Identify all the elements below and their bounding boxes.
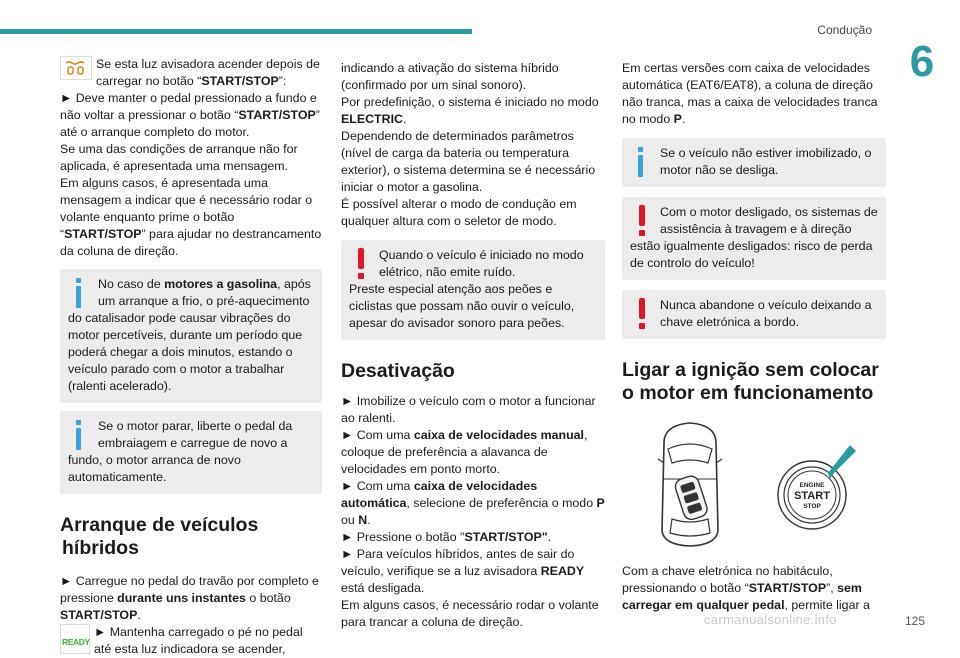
text: No caso de [98,277,165,291]
paragraph: indicando a ativação do sistema híbrido (confirmado por um sinal sonoro). [341,61,559,92]
text: Por predefinição, o sistema é iniciado no modo [341,95,599,109]
info-icon [68,276,94,310]
section-heading-deactivation: Desativação [341,360,455,382]
text: . [367,513,371,527]
bold-text: START/STOP [238,108,316,122]
text: ou [341,513,359,527]
bold-text: START/STOP" [464,530,548,544]
warning-icon [630,204,656,238]
bold-text: caixa de velocidades manual [413,428,584,442]
paragraph [622,563,886,614]
text: Se o motor parar, liberte o pedal da embraiagem e carregue de novo a fundo, o motor arranca de novo automaticamente. [68,419,293,484]
button-text-stop: STOP [803,503,821,510]
text: ► Carregue no pedal do travão por completo e pressione [60,574,319,605]
warning-box-assist [622,197,886,280]
paragraph [60,90,322,141]
text: . [402,112,407,126]
text: Em alguns casos, é apresentada uma mensagem a indicar que é necessário rodar o volante enquanto prime o botão “ [60,176,313,241]
car-key-illustration [650,419,730,549]
text: ” para ajudar no destrancamento da coluna de direção. [60,227,322,258]
text: , após um arranque a frio, o pré-aquecimento do catalisador pode causar vibrações do motor percetíveis, durante um período que poderá chegar a dois minutos, estando o veículo parado com o motor a trabalhar (ralenti acelerado). [68,277,311,393]
warning-icon [630,297,656,331]
section-heading-ignition: Ligar a ignição sem colocar o motor em funcionamento [622,359,879,404]
warning-box-electric [341,240,605,340]
text: ”, [826,581,838,595]
text: , selecione de preferência o modo [406,496,597,510]
text: Em certas versões com caixa de velocidades automática (EAT6/EAT8), a coluna de direção não tranca, mas a caixa de velocidades tranca no modo [622,61,878,126]
text: Se o veículo não estiver imobilizado, o motor não se desliga. [660,146,872,177]
text: Nunca abandone o veículo deixando a chave eletrónica a bordo. [660,298,872,329]
bold-text: ELECTRIC [341,112,403,126]
section-heading-hybrid [60,514,322,560]
info-icon [68,418,94,452]
bold-text: READY [540,564,585,578]
paragraph [341,546,605,597]
column-1 [60,56,322,658]
paragraph [60,573,322,624]
column-3 [622,60,886,614]
text: ► Deve manter o pedal pressionado a fundo e não voltar a pressionar o botão “ [60,91,317,122]
text: Com a chave eletrónica no habitáculo, pressionando o botão “ [622,564,833,595]
preheat-paragraph [60,56,322,90]
text: , permite ligar a [784,598,870,612]
button-text-start: START [794,490,830,502]
chapter-number: 6 [909,37,935,86]
watermark: carmanualsonline.info [704,612,837,627]
warning-icon [349,247,375,281]
bold-text: durante uns instantes [117,591,246,605]
bold-text: START/STOP [201,74,279,88]
bold-text: START/STOP [60,608,138,622]
text: ► Mantenha carregado o pé no pedal até esta luz indicadora se acender, [94,625,303,656]
info-box-immobilized [622,138,886,187]
text: Quando o veículo é iniciado no modo elétrico, não emite ruído. [379,248,584,279]
text: ” até o arranque completo do motor. [60,108,320,139]
info-box-gasoline [60,269,322,403]
bold-text: N [358,513,368,527]
header-accent-bar [0,29,472,34]
text: o botão [245,591,291,605]
bold-text: P [673,112,682,126]
chapter-title: Condução [817,23,872,37]
button-text-engine: ENGINE [799,482,825,489]
bold-text: caixa de velocidades automática [341,479,538,510]
paragraph: Dependendo de determinados parâmetros (nível de carga da bateria ou temperatura exterior), o sistema determina se é necessário iniciar o motor a gasolina. [341,129,596,194]
paragraph: Em alguns casos, é necessário rodar o volante para trancar a coluna de direção. [341,598,599,629]
text: . [137,608,141,622]
preheat-warning-icon [60,56,92,80]
warning-box-key [622,290,886,339]
start-stop-button-illustration [772,437,872,537]
text: Com o motor desligado, os sistemas de assistência à travagem e à direção estão igualmente desligados: risco de perda de controlo do veículo! [630,205,878,270]
text: ► Com uma [341,479,414,493]
info-icon [630,145,656,179]
paragraph [341,478,605,529]
bold-text: sem carregar em qualquer pedal [622,581,862,612]
bold-text: P [596,496,605,510]
info-box-clutch [60,411,322,494]
text: Se esta luz avisadora acender depois de carregar no botão “ [96,57,320,88]
bold-text: START/STOP [748,581,827,595]
illustration [622,419,886,549]
heading-line: híbridos [62,537,139,559]
text: . [547,530,552,544]
text: , coloque de preferência a alavanca de velocidades em ponto morto. [341,428,588,476]
paragraph [341,94,605,128]
text: Preste especial atenção aos peões e ciclistas que possam não ouvir o veículo, apesar do avisador sonoro para peões. [349,282,575,330]
paragraph: Se uma das condições de arranque não for aplicada, é apresentada uma mensagem. [60,142,298,173]
paragraph: ► Imobilize o veículo com o motor a funcionar ao ralenti. [341,394,596,425]
heading-line: Arranque de veículos [60,514,259,536]
page-number: 125 [905,614,926,628]
paragraph [341,427,605,478]
paragraph [60,175,322,260]
text: está desligada. [341,581,425,595]
column-2 [341,60,605,631]
ready-indicator-icon: READY [60,624,90,654]
paragraph [622,60,886,128]
paragraph [341,529,605,546]
text: ► Pressione o botão " [341,530,465,544]
text: ”: [278,74,287,88]
bold-text: motores a gasolina [164,277,278,291]
ready-paragraph [60,624,322,658]
text: ► Para veículos híbridos, antes de sair do veículo, verifique se a luz avisadora [341,547,575,578]
paragraph: É possível alterar o modo de condução em qualquer altura com o seletor de modo. [341,197,577,228]
bold-text: START/STOP [64,227,142,241]
text: . [681,112,686,126]
text: ► Com uma [341,428,414,442]
